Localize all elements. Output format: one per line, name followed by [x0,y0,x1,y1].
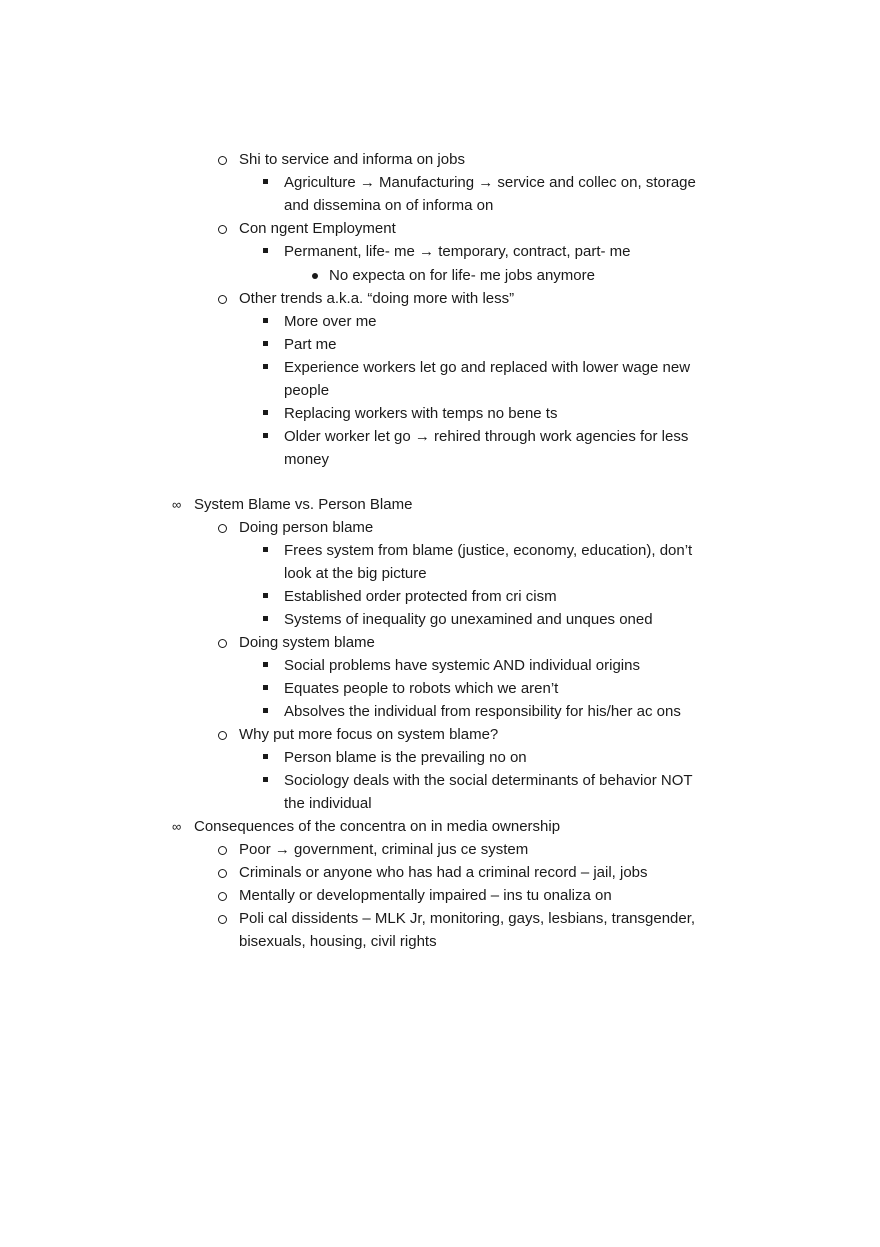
outline-item-why-focus: Why put more focus on system blame? [239,725,498,745]
square-bullet-icon [263,777,268,782]
list-item: Older worker let go → rehired through work agencies for less [284,427,688,447]
square-bullet-icon [263,410,268,415]
hollow-circle-bullet-icon [218,295,227,304]
list-item: Replacing workers with temps no bene ts [284,404,557,424]
list-item: Frees system from blame (justice, economy, education), don’t [284,541,692,561]
list-item: Equates people to robots which we aren’t [284,679,558,699]
square-bullet-icon [263,754,268,759]
list-item: Mentally or developmentally impaired – ins tu onaliza on [239,886,612,906]
outline-item-contingent: Con ngent Employment [239,219,396,239]
square-bullet-icon [263,433,268,438]
square-bullet-icon [263,318,268,323]
sub-sub-item-no-expectation: No expecta on for life- me jobs anymore [329,266,595,286]
list-item: Criminals or anyone who has had a criminal record – jail, jobs [239,863,648,883]
square-bullet-icon [263,593,268,598]
wingding-bullet-icon: ∞ [172,497,181,512]
square-bullet-icon [263,708,268,713]
outline-item-person-blame: Doing person blame [239,518,373,538]
list-item-cont: the individual [284,795,372,812]
outline-item-system-blame: Doing system blame [239,633,375,653]
list-item-cont: look at the big picture [284,565,427,582]
square-bullet-icon [263,248,268,253]
list-item-cont: people [284,382,330,399]
square-bullet-icon [263,616,268,621]
list-item: Systems of inequality go unexamined and unques oned [284,610,653,630]
hollow-circle-bullet-icon [218,731,227,740]
sub-item-agriculture-cont: and dissemina on of informa on [284,197,494,214]
list-item: More over me [284,312,377,332]
square-bullet-icon [263,662,268,667]
sub-item-permanent: Permanent, life- me → temporary, contract, part- me [284,242,631,262]
outline-item-other-trends: Other trends a.k.a. “doing more with less” [239,289,514,309]
sub-item-agriculture: Agriculture → Manufacturing → service and collec on, storage [284,173,696,193]
wingding-bullet-icon: ∞ [172,819,181,834]
square-bullet-icon [263,341,268,346]
hollow-circle-bullet-icon [218,524,227,533]
list-item: Established order protected from cri cism [284,587,557,607]
hollow-circle-bullet-icon [218,639,227,648]
heading-media-ownership: ∞ Consequences of the concentra on in media ownership [172,818,561,835]
list-item: Poor → government, criminal jus ce system [239,840,528,860]
square-bullet-icon [263,364,268,369]
outline-item-shift-jobs: Shi to service and informa on jobs [239,150,465,170]
list-item: Poli cal dissidents – MLK Jr, monitoring, gays, lesbians, transgender, [239,909,695,929]
list-item-cont: bisexuals, housing, civil rights [239,933,437,950]
hollow-circle-bullet-icon [218,892,227,901]
square-bullet-icon [263,179,268,184]
square-bullet-icon [263,685,268,690]
hollow-circle-bullet-icon [218,156,227,165]
list-item: Part me [284,335,337,355]
hollow-circle-bullet-icon [218,915,227,924]
square-bullet-icon [263,547,268,552]
list-item: Social problems have systemic AND individual origins [284,656,640,676]
filled-dot-bullet-icon [312,273,318,279]
list-item: Absolves the individual from responsibility for his/her ac ons [284,702,681,722]
list-item-cont: money [284,451,330,468]
list-item: Sociology deals with the social determinants of behavior NOT [284,771,693,791]
heading-system-vs-person-blame: ∞ System Blame vs. Person Blame [172,496,413,513]
hollow-circle-bullet-icon [218,869,227,878]
list-item: Person blame is the prevailing no on [284,748,527,768]
hollow-circle-bullet-icon [218,225,227,234]
hollow-circle-bullet-icon [218,846,227,855]
list-item: Experience workers let go and replaced with lower wage new [284,358,690,378]
